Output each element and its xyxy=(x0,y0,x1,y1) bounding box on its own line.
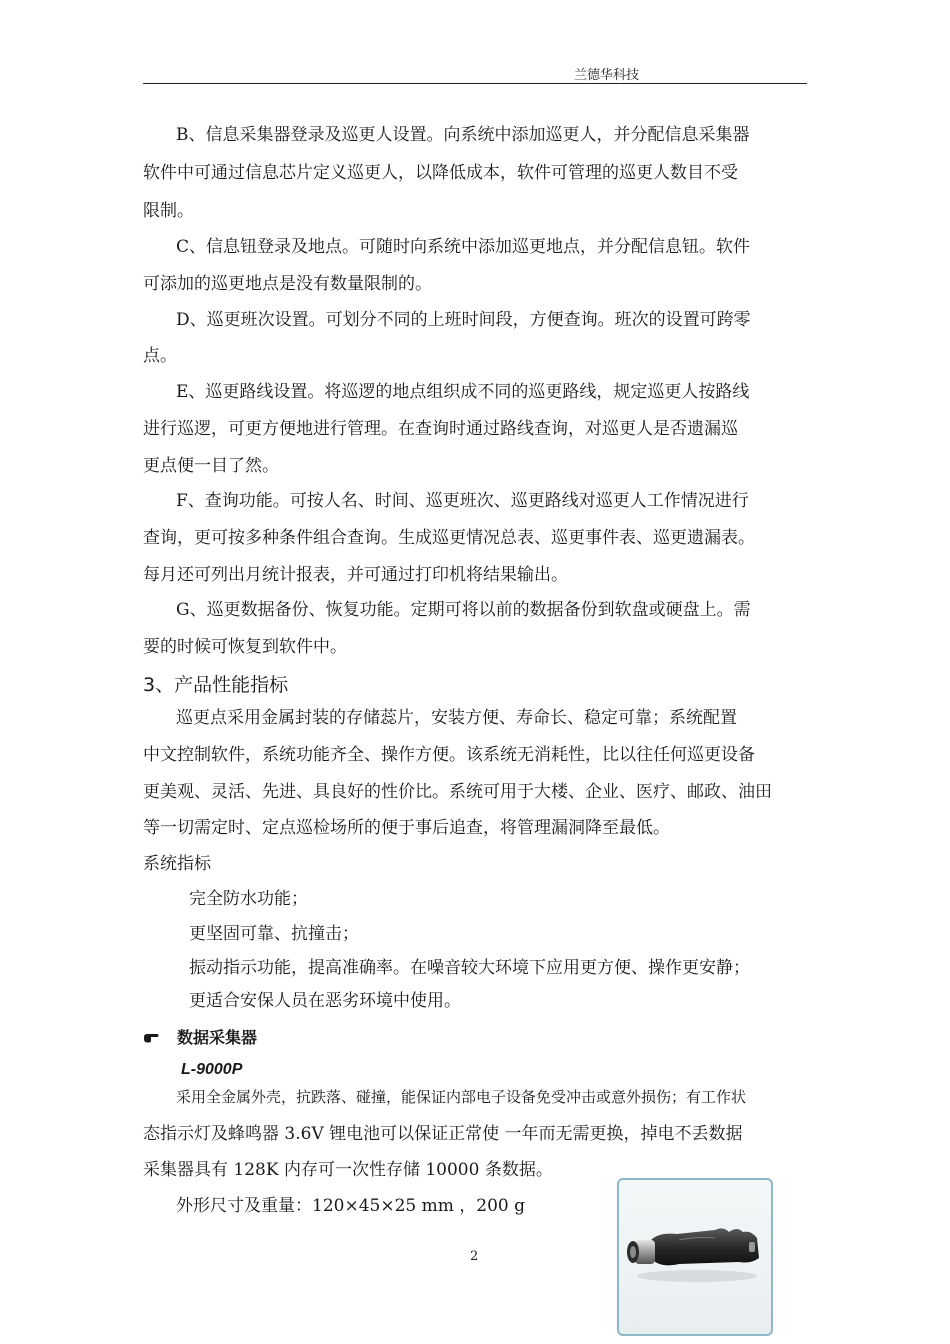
para-f-line-3: 每月还可列出月统计报表，并可通过打印机将结果输出。 xyxy=(143,565,568,585)
collector-line-1: 采用全金属外壳，抗跌落、碰撞，能保证内部电子设备免受冲击或意外损伤；有工作状 xyxy=(176,1088,747,1106)
para-d-line-2: 点。 xyxy=(143,346,177,366)
section-3-title: 3、产品性能指标 xyxy=(143,674,289,696)
spec-item-3: 振动指示功能，提高准确率。在噪音较大环境下应用更方便、操作更安静； xyxy=(189,958,750,978)
collector-line-2: 态指示灯及蜂鸣器 3.6V 锂电池可以保证正常使 一年而无需更换，掉电不丢数据 xyxy=(143,1124,743,1144)
para-g-line-2: 要的时候可恢复到软件中。 xyxy=(143,637,347,657)
para-g-line-1: G、巡更数据备份、恢复功能。定期可将以前的数据备份到软盘或硬盘上。需 xyxy=(176,600,751,620)
product-photo xyxy=(617,1178,773,1336)
para-b-line-2: 软件中可通过信息芯片定义巡更人，以降低成本，软件可管理的巡更人数目不受 xyxy=(143,163,738,183)
spec-item-2: 更坚固可靠、抗撞击； xyxy=(189,924,359,944)
para-e-line-1: E、巡更路线设置。将巡逻的地点组织成不同的巡更路线，规定巡更人按路线 xyxy=(176,382,750,402)
data-collector-device-image xyxy=(619,1180,771,1334)
model-name: L-9000P xyxy=(181,1061,243,1078)
para-e-line-3: 更点便一目了然。 xyxy=(143,456,279,476)
collector-title: 数据采集器 xyxy=(177,1028,258,1047)
system-spec-subtitle: 系统指标 xyxy=(143,854,211,874)
para-b-line-1: B、信息采集器登录及巡更人设置。向系统中添加巡更人，并分配信息采集器 xyxy=(176,125,750,145)
collector-line-3: 采集器具有 128K 内存可一次性存储 10000 条数据。 xyxy=(143,1160,553,1180)
collector-dimensions: 外形尺寸及重量：120×45×25 mm ，200 g xyxy=(176,1196,525,1216)
para-c-line-2: 可添加的巡更地点是没有数量限制的。 xyxy=(143,274,432,294)
collector-heading xyxy=(143,1025,257,1048)
spec-item-1: 完全防水功能； xyxy=(189,889,308,909)
para-f-line-1: F、查询功能。可按人名、时间、巡更班次、巡更路线对巡更人工作情况进行 xyxy=(176,491,749,511)
pointing-hand-icon xyxy=(143,1031,159,1043)
section-3-line-4: 等一切需定时、定点巡检场所的便于事后追查，将管理漏洞降至最低。 xyxy=(143,818,670,838)
para-d-line-1: D、巡更班次设置。可划分不同的上班时间段，方便查询。班次的设置可跨零 xyxy=(176,310,751,330)
para-f-line-2: 查询，更可按多种条件组合查询。生成巡更情况总表、巡更事件表、巡更遗漏表。 xyxy=(143,528,755,548)
header-rule xyxy=(143,83,807,84)
header-company: 兰德华科技 xyxy=(574,68,640,83)
section-3-line-2: 中文控制软件，系统功能齐全、操作方便。该系统无消耗性，比以往任何巡更设备 xyxy=(143,745,755,765)
para-b-line-3: 限制。 xyxy=(143,201,194,221)
spec-item-4: 更适合安保人员在恶劣环境中使用。 xyxy=(189,991,461,1011)
para-e-line-2: 进行巡逻，可更方便地进行管理。在查询时通过路线查询，对巡更人是否遗漏巡 xyxy=(143,419,738,439)
para-c-line-1: C、信息钮登录及地点。可随时向系统中添加巡更地点，并分配信息钮。软件 xyxy=(176,237,751,257)
section-3-line-3: 更美观、灵活、先进、具良好的性价比。系统可用于大楼、企业、医疗、邮政、油田 xyxy=(143,782,772,802)
section-3-line-1: 巡更点采用金属封装的存储蕊片，安装方便、寿命长、稳定可靠；系统配置 xyxy=(176,708,737,728)
page-number: 2 xyxy=(470,1249,479,1264)
